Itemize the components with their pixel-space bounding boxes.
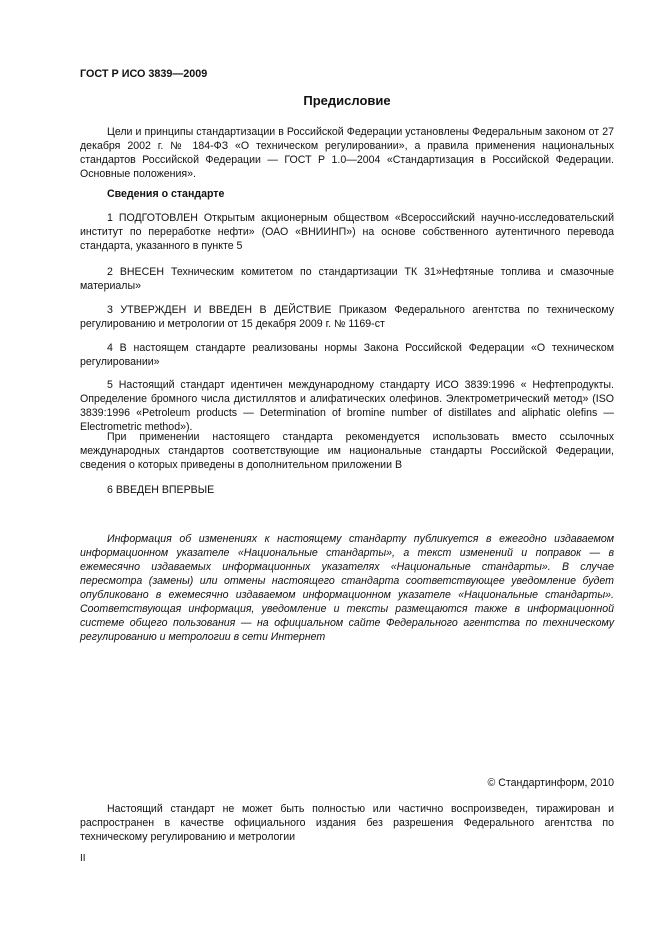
- list-item-4: 4 В настоящем стандарте реализованы нормы Закона Российской Федерации «О техническом регулировании»: [80, 342, 614, 368]
- page-title: Предисловие: [303, 93, 391, 108]
- section-heading: Сведения о стандарте: [107, 188, 225, 200]
- amendment-notice: Информация об изменениях к настоящему стандарту публикуется в ежегодно издаваемом информационном указателе «Национальные стандарты», а текст изменений и поправок — в ежемесячно издаваемых информационных указателях «Национальные стандарты». В случае пересмотра (замены) или отмены настоящего стандарта соответствующее уведомление будет опубликовано в ежемесячно издаваемом информационном указателе «Национальные стандарты». Соответствующая информация, уведомление и тексты размещаются также в информационной системе общего пользования — на официальном сайте Федерального агентства по техническому регулированию и метрологии в сети Интернет: [80, 533, 614, 643]
- list-item-1: 1 ПОДГОТОВЛЕН Открытым акционерным обществом «Всероссийский научно-исследовательский институт по переработке нефти» (ОАО «ВНИИНП») на основе собственного аутентичного перевода стандарта, указанного в пункте 5: [80, 212, 614, 252]
- list-item-5: 5 Настоящий стандарт идентичен международному стандарту ИСО 3839:1996 « Нефтепродукты. Определение бромного числа дистиллятов и алифатических олефинов. Электрометрический метод» (ISO 3839:1996 «Petroleum products — Determination of bromine number of distillates and aliphatic olefins — Electrometric method»).: [80, 379, 614, 433]
- intro-paragraph: Цели и принципы стандартизации в Российской Федерации установлены Федеральным законом от 27 декабря 2002 г. № 184-ФЗ «О техническом регулировании», а правила применения национальных стандартов Российской Федерации — ГОСТ Р 1.0—2004 «Стандартизация в Российской Федерации. Основные положения».: [80, 126, 614, 180]
- reproduction-notice: Настоящий стандарт не может быть полностью или частично воспроизведен, тиражирован и распространен в качестве официального издания без разрешения Федерального агентства по техническому регулированию и метрологии: [80, 803, 614, 843]
- list-item-2: 2 ВНЕСЕН Техническим комитетом по стандартизации ТК 31»Нефтяные топлива и смазочные материалы»: [80, 266, 614, 292]
- document-code: ГОСТ Р ИСО 3839—2009: [80, 68, 208, 80]
- copyright: © Стандартинформ, 2010: [487, 777, 614, 789]
- page-number: II: [80, 853, 86, 864]
- list-item-5-note: При применении настоящего стандарта рекомендуется использовать вместо ссылочных международных стандартов соответствующие им национальные стандарты Российской Федерации, сведения о которых приведены в дополнительном приложении В: [80, 431, 614, 471]
- list-item-3: 3 УТВЕРЖДЕН И ВВЕДЕН В ДЕЙСТВИЕ Приказом Федерального агентства по техническому регулированию и метрологии от 15 декабря 2009 г. № 1169-ст: [80, 304, 614, 330]
- list-item-6: 6 ВВЕДЕН ВПЕРВЫЕ: [107, 484, 215, 496]
